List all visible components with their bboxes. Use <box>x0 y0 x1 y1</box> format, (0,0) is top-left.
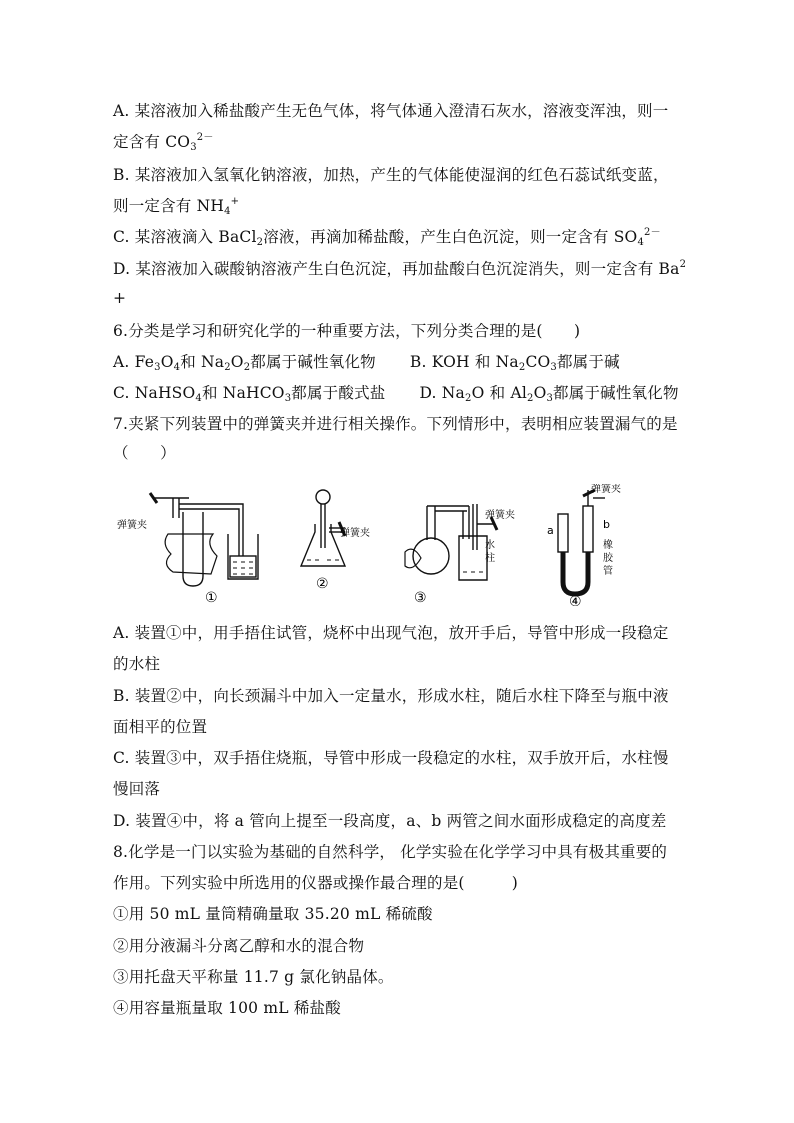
q7-stem-line1: 7.夹紧下列装置中的弹簧夹并进行相关操作。下列情形中，表明相应装置漏气的是 <box>113 415 678 433</box>
superscript: + <box>230 196 240 207</box>
subscript: 2 <box>527 393 534 404</box>
subscript: 4 <box>195 393 202 404</box>
q5-option-b-text: 则一定含有 NH <box>113 197 225 215</box>
subscript: 3 <box>154 362 161 373</box>
subscript: 2 <box>243 362 251 373</box>
text: C. NaHSO <box>113 384 196 402</box>
q6-option-a <box>113 353 376 371</box>
q6-options-cd <box>113 382 679 404</box>
subscript: 4 <box>173 362 181 373</box>
label-clamp-3: 弹簧夹 <box>485 510 515 521</box>
subscript: 2 <box>224 362 231 373</box>
q8-stem-line1: 8.化学是一门以实验为基础的自然科学， 化学实验在化学学习中具有极其重要的 <box>113 843 668 861</box>
device-1 <box>150 493 258 586</box>
label-a: a <box>547 524 554 537</box>
device-4 <box>558 490 605 594</box>
text: O 和 Al <box>471 384 527 402</box>
label-b: b <box>603 518 610 531</box>
text: 都属于碱 <box>556 353 620 371</box>
apparatus-figure <box>113 484 658 606</box>
label-clamp-2: 弹簧夹 <box>340 528 370 539</box>
q5-option-c-pre: C. 某溶液滴入 BaCl <box>113 228 257 246</box>
subscript: 3 <box>190 142 197 153</box>
q7-option-b-line1: B. 装置②中，向长颈漏斗中加入一定量水，形成水柱，随后水柱下降至与瓶中液 <box>113 687 669 705</box>
superscript: 2－ <box>196 132 214 143</box>
subscript: 3 <box>546 393 554 404</box>
q7-stem-line2: （ ） <box>113 444 176 462</box>
q8-item-4: ④用容量瓶量取 100 mL 稀盐酸 <box>113 999 341 1017</box>
q5-option-c <box>113 226 661 248</box>
label-clamp-4: 弹簧夹 <box>591 484 621 495</box>
text: O <box>230 353 244 371</box>
q8-stem-line2: 作用。下列实验中所选用的仪器或操作最合理的是( ) <box>113 874 518 892</box>
label-water: 水 <box>485 540 495 551</box>
q5-option-a-text: 定含有 CO <box>113 133 191 151</box>
q6-option-c <box>113 384 385 402</box>
q5-option-b-line1: B. 某溶液加入氢氧化钠溶液，加热，产生的气体能使湿润的红色石蕊试纸变蓝， <box>113 166 669 184</box>
text: A. Fe <box>113 353 155 371</box>
subscript: 3 <box>284 393 292 404</box>
label-device-4: ④ <box>569 594 582 606</box>
subscript: 4 <box>637 237 645 248</box>
q7-option-d: D. 装置④中，将 a 管向上提至一段高度，a、b 两管之间水面形成稳定的高度差 <box>113 812 667 830</box>
superscript: 2－ <box>644 227 661 238</box>
q6-stem: 6.分类是学习和研究化学的一种重要方法，下列分类合理的是( ) <box>113 322 581 340</box>
text: 和 NaHCO <box>201 384 285 402</box>
q7-option-b-line2: 面相平的位置 <box>113 718 208 736</box>
label-rubber-1: 橡 <box>603 540 613 551</box>
subscript: 2 <box>256 237 264 248</box>
q7-option-c-line2: 慢回落 <box>113 780 161 798</box>
q8-item-2: ②用分液漏斗分离乙醇和水的混合物 <box>113 937 365 955</box>
label-device-2: ② <box>316 576 329 592</box>
label-rubber-2: 胶 <box>603 553 613 564</box>
q5-option-d-line2: + <box>113 289 127 307</box>
subscript: 2 <box>465 393 472 404</box>
text: D. Na <box>419 384 466 402</box>
q5-option-d-line1 <box>113 258 686 280</box>
label-clamp-1: 弹簧夹 <box>117 520 147 531</box>
label-rubber-3: 管 <box>603 566 613 577</box>
q6-option-d <box>419 384 678 402</box>
superscript: 2 <box>679 259 687 270</box>
text: 都属于酸式盐 <box>291 384 386 402</box>
text: 都属于碱性氧化物 <box>553 384 679 402</box>
q7-option-a-line1: A. 装置①中，用手捂住试管，烧杯中出现气泡，放开手后，导管中形成一段稳定 <box>113 624 669 642</box>
text: B. KOH 和 Na <box>409 353 519 371</box>
device-2 <box>301 490 345 566</box>
text: O <box>160 353 174 371</box>
apparatus-diagram <box>113 484 658 606</box>
q7-option-c-line1: C. 装置③中，双手捂住烧瓶，导管中形成一段稳定的水柱，双手放开后，水柱慢 <box>113 749 669 767</box>
device-3 <box>405 504 497 580</box>
label-column: 柱 <box>485 553 495 564</box>
text: CO <box>525 353 551 371</box>
q5-option-a-line1: A. 某溶液加入稀盐酸产生无色气体，将气体通入澄清石灰水，溶液变浑浊，则一 <box>113 102 669 120</box>
subscript: 4 <box>224 206 231 217</box>
label-device-3: ③ <box>414 590 427 606</box>
q5-option-a-line2 <box>113 131 214 153</box>
q7-option-a-line2: 的水柱 <box>113 655 161 673</box>
q6-options-ab <box>113 351 620 373</box>
q5-option-c-mid: 溶液，再滴加稀盐酸，产生白色沉淀，则一定含有 SO <box>263 228 638 246</box>
text: 和 Na <box>180 353 225 371</box>
subscript: 2 <box>518 362 526 373</box>
q8-item-3: ③用托盘天平称量 11.7 g 氯化钠晶体。 <box>113 968 394 986</box>
q5-option-b-line2 <box>113 195 239 217</box>
text: O <box>533 384 547 402</box>
label-device-1: ① <box>205 590 218 606</box>
q6-option-b <box>410 353 620 371</box>
q5-option-d-text: D. 某溶液加入碳酸钠溶液产生白色沉淀，再加盐酸白色沉淀消失，则一定含有 Ba <box>113 260 680 278</box>
q8-item-1: ①用 50 mL 量筒精确量取 35.20 mL 稀硫酸 <box>113 905 433 923</box>
subscript: 3 <box>550 362 557 373</box>
text: 都属于碱性氧化物 <box>250 353 376 371</box>
